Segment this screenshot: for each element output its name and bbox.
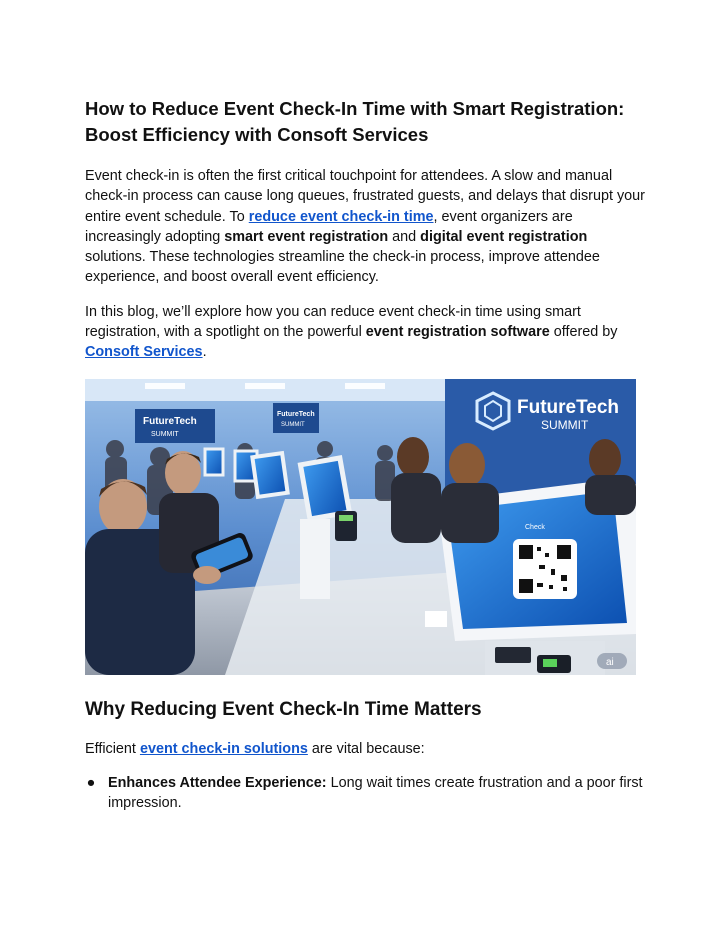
page-title: How to Reduce Event Check-In Time with Smart Registration: Boost Efficiency with Consoft Services	[85, 98, 625, 145]
sign-left-line2: SUMMIT	[151, 430, 179, 438]
intro-text-4: solutions. These technologies streamline the check-in process, improve attendee experience, and boost overall event efficiency.	[85, 249, 600, 286]
bullet-marker: ●	[86, 774, 96, 791]
qr-sticker-icon	[425, 611, 447, 627]
sign-main-line1: FutureTech	[517, 396, 620, 418]
blog-text-3: .	[202, 344, 207, 361]
benefits-list	[85, 773, 645, 814]
blog-paragraph	[85, 302, 645, 363]
sign-main-line2: SUMMIT	[541, 417, 589, 432]
section-text-2: are vital because:	[307, 740, 425, 757]
sign-left-line1: FutureTech	[143, 415, 197, 427]
list-item	[86, 773, 645, 814]
intro-text-2: , event organizers are increasingly adopting	[85, 208, 573, 245]
section-heading: Why Reducing Event Check-In Time Matters	[85, 698, 482, 720]
intro-bold-smart-registration: smart event registration	[224, 228, 389, 245]
blog-bold-software: event registration software	[365, 324, 550, 341]
consoft-services-link[interactable]: Consoft Services	[85, 344, 203, 361]
screen-label: Check	[525, 523, 545, 531]
intro-paragraph	[85, 166, 645, 288]
sign-mid-line2: SUMMIT	[281, 421, 305, 428]
intro-bold-digital-registration: digital event registration	[420, 228, 588, 245]
blog-text-2: offered by	[549, 324, 618, 341]
section-text-1: Efficient	[85, 740, 140, 757]
hero-image-check-in-kiosks	[85, 379, 636, 675]
event-check-in-solutions-link[interactable]: event check-in solutions	[139, 740, 308, 757]
intro-text-3: and	[388, 228, 421, 245]
blog-text-1: In this blog, we’ll explore how you can reduce event check-in time using smart registration, with a spotlight on the powerful	[85, 303, 581, 341]
list-item-bold: Enhances Attendee Experience:	[108, 774, 327, 791]
hero-illustration	[85, 379, 636, 675]
reduce-check-in-time-link[interactable]: reduce event check-in time	[248, 208, 434, 225]
intro-text-1: Event check-in is often the first critical touchpoint for attendees. A slow and manual check-in process can cause long queues, frustrated guests, and delays that disrupt your entire event schedule. To	[85, 168, 645, 225]
phone-on-counter-icon	[495, 647, 531, 663]
ai-badge-label: ai	[606, 656, 614, 668]
list-item-text: Long wait times create frustration and a poor first impression.	[108, 774, 643, 812]
sign-mid-line1: FutureTech	[277, 410, 315, 418]
document-content	[85, 96, 645, 814]
section-paragraph	[85, 739, 645, 759]
